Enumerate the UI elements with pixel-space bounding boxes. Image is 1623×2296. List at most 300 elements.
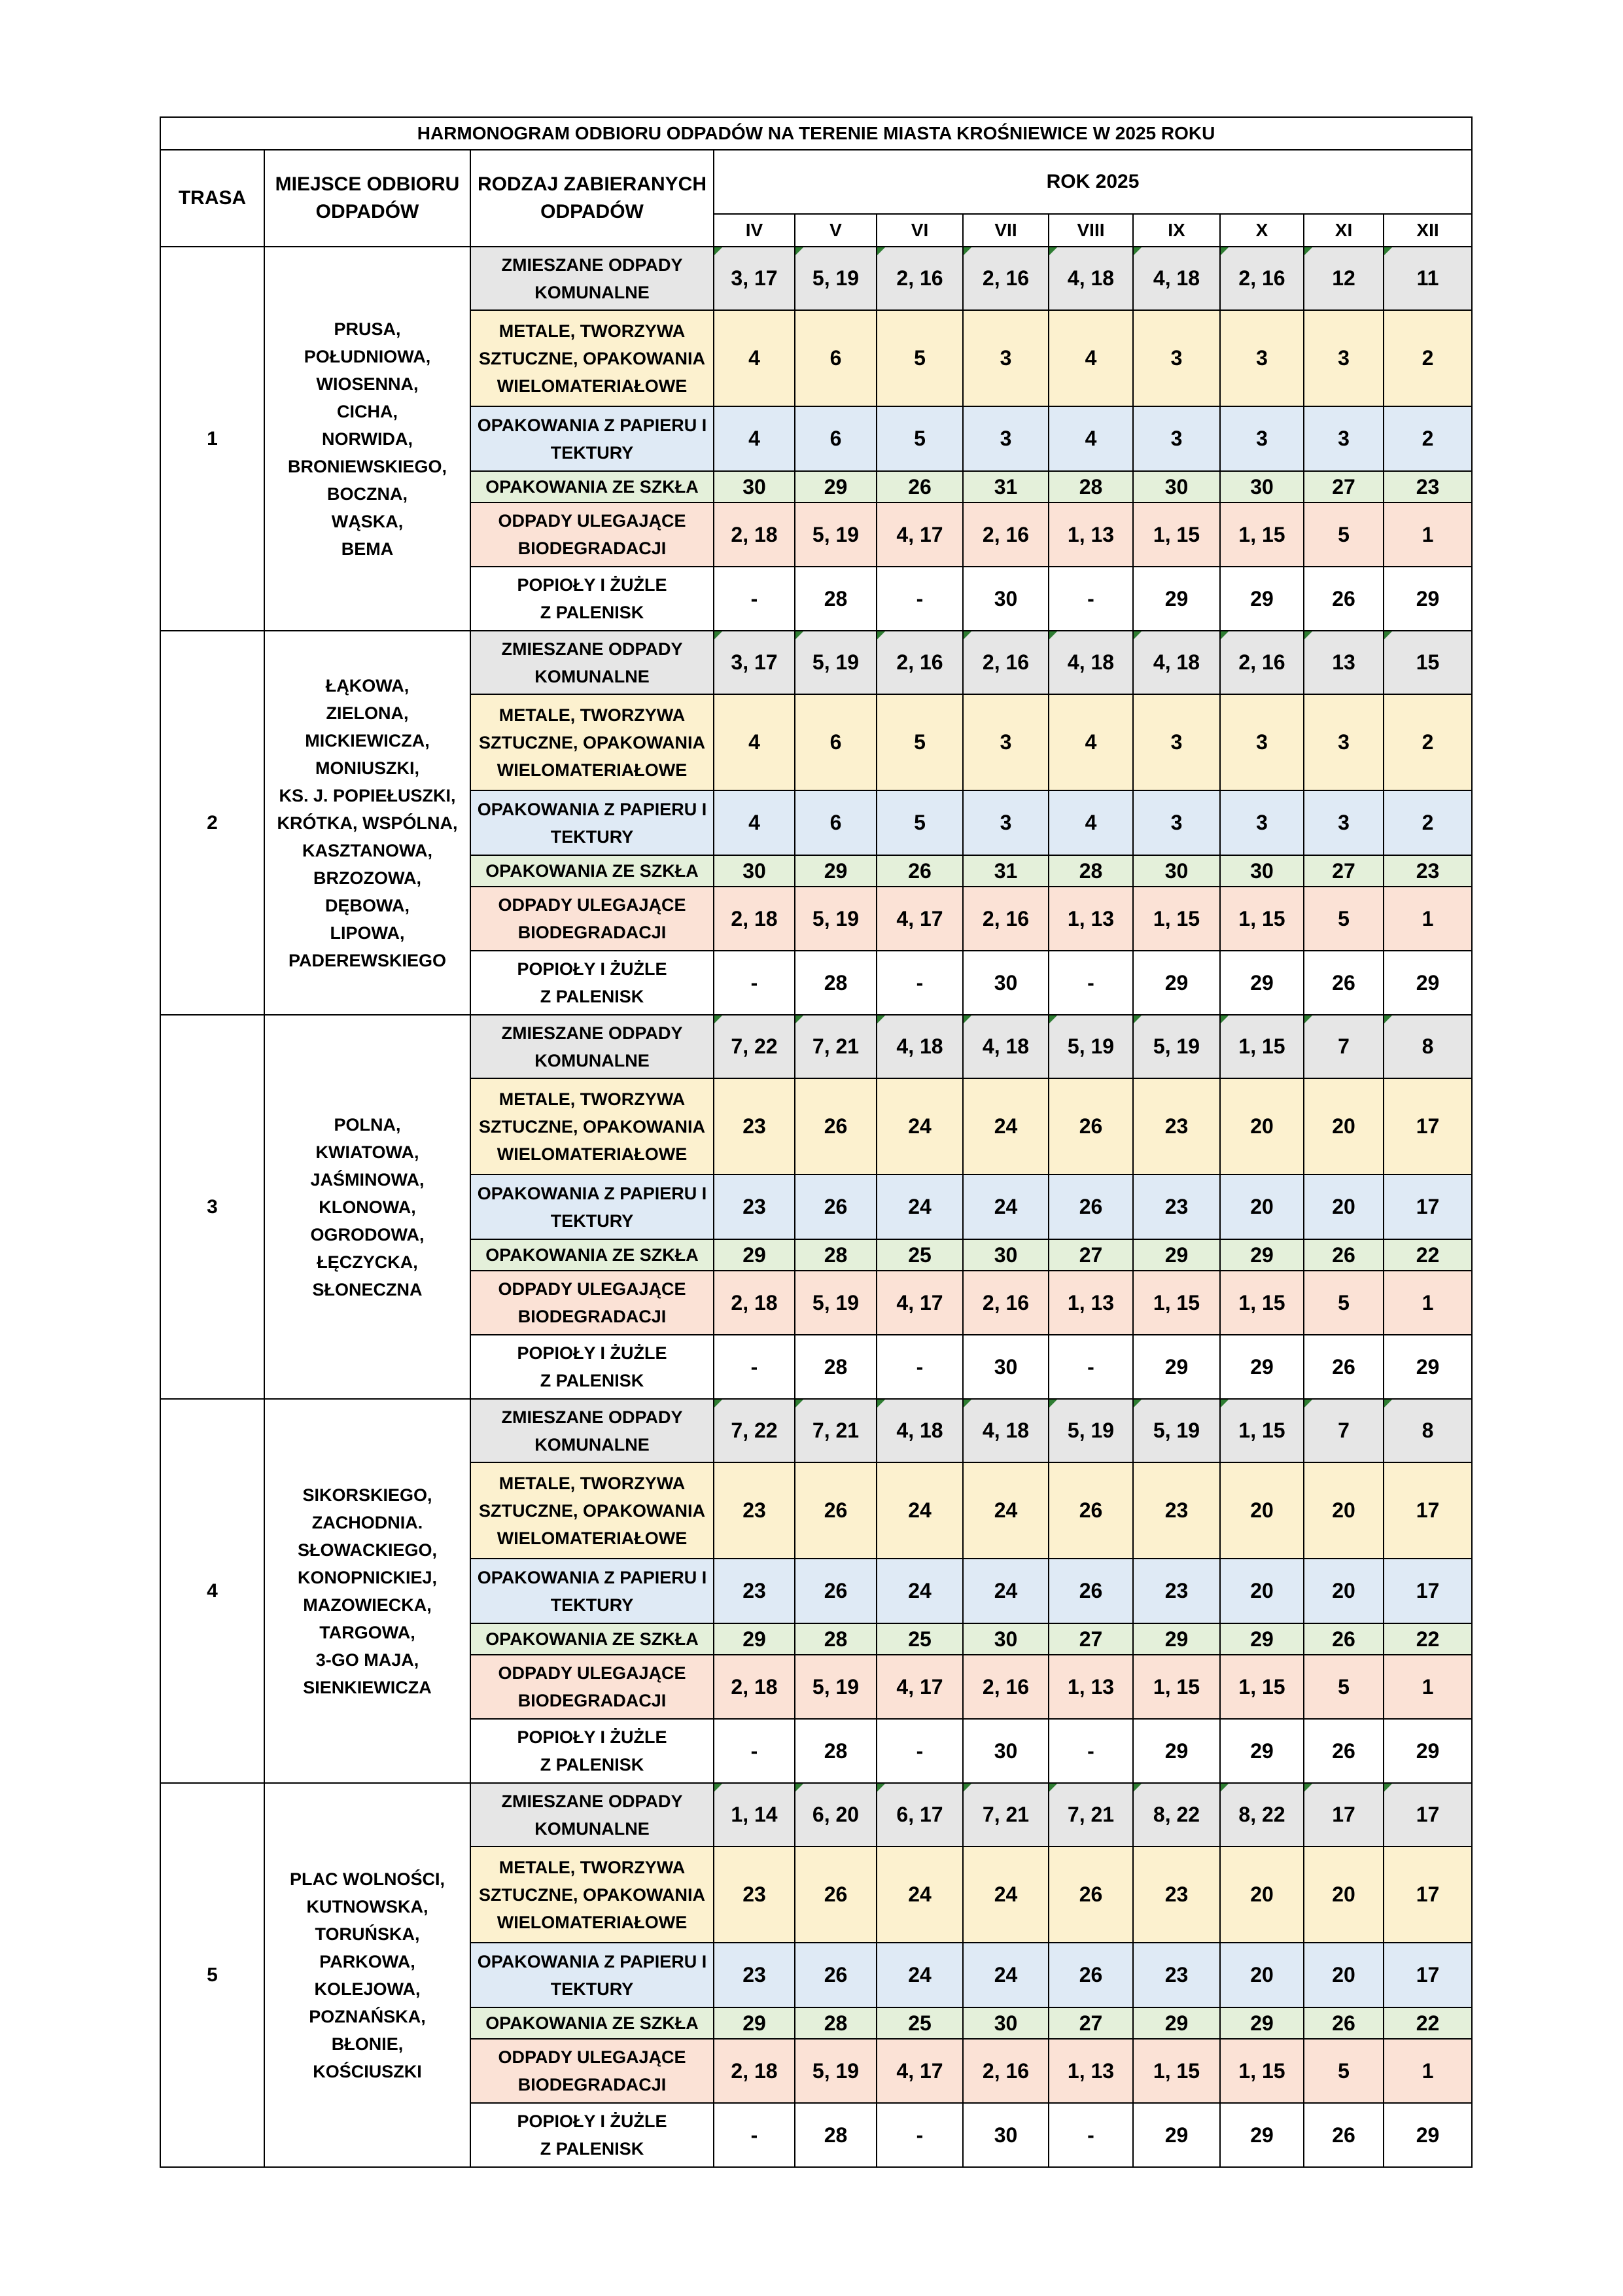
pickup-date-cell: 30	[963, 1335, 1049, 1399]
pickup-date-cell: 30	[714, 471, 795, 503]
pickup-date-cell: 29	[1384, 1719, 1472, 1783]
pickup-date-cell: 1, 15	[1220, 1015, 1304, 1078]
pickup-date-cell: -	[1049, 951, 1133, 1015]
pickup-date-cell: 4, 17	[877, 2039, 963, 2103]
pickup-date-cell: 28	[795, 1719, 877, 1783]
pickup-date-cell: 30	[963, 1719, 1049, 1783]
pickup-date-cell: 11	[1384, 247, 1472, 310]
route-number: 3	[160, 1015, 264, 1399]
waste-type-label: OPAKOWANIA ZE SZKŁA	[470, 1623, 714, 1655]
waste-type-label: ZMIESZANE ODPADY KOMUNALNE	[470, 631, 714, 694]
pickup-date-cell: 17	[1384, 1174, 1472, 1239]
pickup-date-cell: 3	[963, 406, 1049, 471]
pickup-date-cell: 29	[1133, 567, 1220, 631]
pickup-date-cell: 17	[1304, 1783, 1384, 1846]
pickup-date-cell: -	[877, 1719, 963, 1783]
pickup-date-cell: 6	[795, 310, 877, 406]
mixed-waste-row	[160, 1015, 1472, 1078]
pickup-date-cell: 5, 19	[1133, 1015, 1220, 1078]
pickup-date-cell: 25	[877, 1239, 963, 1271]
pickup-date-cell: 7	[1304, 1015, 1384, 1078]
pickup-date-cell: 30	[963, 1623, 1049, 1655]
pickup-date-cell: 23	[714, 1846, 795, 1943]
pickup-date-cell: 31	[963, 471, 1049, 503]
pickup-date-cell: 1, 15	[1133, 1655, 1220, 1719]
pickup-date-cell: 30	[963, 951, 1049, 1015]
pickup-date-cell: 3	[1220, 790, 1304, 855]
col-header-route: TRASA	[160, 150, 264, 247]
pickup-date-cell: 29	[1220, 2103, 1304, 2167]
pickup-date-cell: 26	[1304, 2007, 1384, 2039]
waste-type-label: METALE, TWORZYWA SZTUCZNE, OPAKOWANIA WIELOMATERIAŁOWE	[470, 1462, 714, 1559]
pickup-date-cell: 8	[1384, 1399, 1472, 1462]
pickup-date-cell: 29	[1133, 1719, 1220, 1783]
pickup-date-cell: 3	[1133, 406, 1220, 471]
mixed-waste-row	[160, 247, 1472, 310]
pickup-date-cell: 28	[795, 951, 877, 1015]
pickup-date-cell: 1, 15	[1220, 503, 1304, 567]
pickup-date-cell: 3	[1220, 694, 1304, 790]
waste-type-label: OPAKOWANIA ZE SZKŁA	[470, 855, 714, 887]
waste-type-label: ODPADY ULEGAJĄCE BIODEGRADACJI	[470, 503, 714, 567]
mixed-waste-row	[160, 1399, 1472, 1462]
col-header-waste-type: RODZAJ ZABIERANYCH ODPADÓW	[470, 150, 714, 247]
pickup-date-cell: 8, 22	[1133, 1783, 1220, 1846]
pickup-date-cell: 2, 16	[963, 1271, 1049, 1335]
pickup-date-cell: 27	[1049, 2007, 1133, 2039]
pickup-date-cell: 4, 17	[877, 503, 963, 567]
pickup-date-cell: 26	[795, 1943, 877, 2007]
pickup-date-cell: -	[877, 1335, 963, 1399]
waste-type-label: OPAKOWANIA ZE SZKŁA	[470, 1239, 714, 1271]
pickup-date-cell: 29	[714, 2007, 795, 2039]
pickup-date-cell: 3	[1220, 310, 1304, 406]
waste-type-label: OPAKOWANIA Z PAPIERU I TEKTURY	[470, 790, 714, 855]
pickup-date-cell: 1	[1384, 887, 1472, 951]
pickup-date-cell: 17	[1384, 1943, 1472, 2007]
pickup-date-cell: 20	[1220, 1078, 1304, 1174]
pickup-date-cell: 17	[1384, 1783, 1472, 1846]
pickup-date-cell: 4, 18	[877, 1015, 963, 1078]
pickup-date-cell: 3	[1220, 406, 1304, 471]
pickup-date-cell: 29	[1384, 1335, 1472, 1399]
pickup-date-cell: 1, 15	[1220, 2039, 1304, 2103]
waste-type-label: ZMIESZANE ODPADY KOMUNALNE	[470, 1399, 714, 1462]
pickup-date-cell: 2, 16	[963, 631, 1049, 694]
pickup-date-cell: 25	[877, 1623, 963, 1655]
pickup-date-cell: 2, 16	[963, 887, 1049, 951]
pickup-date-cell: 29	[714, 1239, 795, 1271]
pickup-date-cell: 26	[1049, 1462, 1133, 1559]
pickup-date-cell: 20	[1304, 1462, 1384, 1559]
pickup-date-cell: -	[714, 951, 795, 1015]
pickup-date-cell: 2, 16	[963, 1655, 1049, 1719]
pickup-date-cell: 5	[877, 790, 963, 855]
pickup-date-cell: 17	[1384, 1462, 1472, 1559]
pickup-date-cell: 2, 18	[714, 503, 795, 567]
pickup-date-cell: 4, 18	[963, 1399, 1049, 1462]
pickup-date-cell: 4, 18	[877, 1399, 963, 1462]
pickup-date-cell: 28	[795, 1623, 877, 1655]
pickup-date-cell: 5	[877, 694, 963, 790]
pickup-date-cell: 23	[1133, 1174, 1220, 1239]
pickup-date-cell: 4	[714, 310, 795, 406]
pickup-date-cell: 20	[1304, 1559, 1384, 1623]
pickup-date-cell: 4, 18	[963, 1015, 1049, 1078]
pickup-date-cell: 29	[1220, 2007, 1304, 2039]
waste-type-label: ODPADY ULEGAJĄCE BIODEGRADACJI	[470, 887, 714, 951]
month-header: IV	[714, 214, 795, 247]
pickup-date-cell: 3, 17	[714, 631, 795, 694]
pickup-date-cell: 24	[877, 1078, 963, 1174]
pickup-date-cell: 3, 17	[714, 247, 795, 310]
pickup-date-cell: 20	[1220, 1846, 1304, 1943]
pickup-date-cell: 30	[1133, 855, 1220, 887]
pickup-date-cell: 6	[795, 694, 877, 790]
waste-type-label: ODPADY ULEGAJĄCE BIODEGRADACJI	[470, 1271, 714, 1335]
pickup-date-cell: 29	[1133, 951, 1220, 1015]
pickup-date-cell: 6, 20	[795, 1783, 877, 1846]
pickup-date-cell: -	[877, 951, 963, 1015]
pickup-date-cell: 7, 21	[1049, 1783, 1133, 1846]
pickup-date-cell: -	[714, 1719, 795, 1783]
pickup-date-cell: 24	[877, 1174, 963, 1239]
month-header: VI	[877, 214, 963, 247]
pickup-date-cell: 29	[1220, 567, 1304, 631]
pickup-date-cell: 23	[714, 1943, 795, 2007]
pickup-date-cell: 30	[1133, 471, 1220, 503]
pickup-date-cell: 28	[795, 2103, 877, 2167]
pickup-date-cell: 28	[1049, 471, 1133, 503]
route-streets: SIKORSKIEGO, ZACHODNIA. SŁOWACKIEGO, KONOPNICKIEJ, MAZOWIECKA, TARGOWA, 3-GO MAJA, SIENKIEWICZA	[264, 1399, 470, 1783]
month-header: IX	[1133, 214, 1220, 247]
pickup-date-cell: 29	[1133, 1623, 1220, 1655]
pickup-date-cell: -	[877, 567, 963, 631]
pickup-date-cell: 24	[963, 1943, 1049, 2007]
pickup-date-cell: 5	[1304, 887, 1384, 951]
pickup-date-cell: 29	[795, 471, 877, 503]
pickup-date-cell: 1, 13	[1049, 2039, 1133, 2103]
pickup-date-cell: 26	[1304, 951, 1384, 1015]
month-header: VII	[963, 214, 1049, 247]
pickup-date-cell: 5, 19	[795, 1271, 877, 1335]
pickup-date-cell: 1, 15	[1133, 2039, 1220, 2103]
waste-type-label: POPIOŁY I ŻUŻLE Z PALENISK	[470, 567, 714, 631]
pickup-date-cell: 26	[1304, 1239, 1384, 1271]
pickup-date-cell: 5	[1304, 1655, 1384, 1719]
pickup-date-cell: 2, 16	[963, 2039, 1049, 2103]
pickup-date-cell: 26	[1304, 1335, 1384, 1399]
pickup-date-cell: -	[714, 2103, 795, 2167]
pickup-date-cell: 29	[1220, 1335, 1304, 1399]
month-header: XI	[1304, 214, 1384, 247]
pickup-date-cell: 27	[1304, 471, 1384, 503]
pickup-date-cell: 4	[1049, 406, 1133, 471]
month-header: V	[795, 214, 877, 247]
waste-type-label: POPIOŁY I ŻUŻLE Z PALENISK	[470, 2103, 714, 2167]
pickup-date-cell: 1, 15	[1220, 887, 1304, 951]
pickup-date-cell: 3	[963, 310, 1049, 406]
pickup-date-cell: 24	[963, 1462, 1049, 1559]
pickup-date-cell: 1, 15	[1220, 1399, 1304, 1462]
pickup-date-cell: 3	[1133, 310, 1220, 406]
pickup-date-cell: 2, 16	[1220, 631, 1304, 694]
route-number: 2	[160, 631, 264, 1015]
pickup-date-cell: 23	[1384, 471, 1472, 503]
pickup-date-cell: 17	[1384, 1559, 1472, 1623]
pickup-date-cell: 29	[1133, 1335, 1220, 1399]
pickup-date-cell: 5, 19	[1049, 1399, 1133, 1462]
pickup-date-cell: 1, 13	[1049, 1655, 1133, 1719]
pickup-date-cell: 12	[1304, 247, 1384, 310]
pickup-date-cell: 28	[1049, 855, 1133, 887]
pickup-date-cell: 4	[714, 694, 795, 790]
pickup-date-cell: 24	[877, 1559, 963, 1623]
pickup-date-cell: 2, 16	[1220, 247, 1304, 310]
route-streets: POLNA, KWIATOWA, JAŚMINOWA, KLONOWA, OGRODOWA, ŁĘCZYCKA, SŁONECZNA	[264, 1015, 470, 1399]
pickup-date-cell: 27	[1049, 1623, 1133, 1655]
pickup-date-cell: 20	[1220, 1174, 1304, 1239]
pickup-date-cell: 4, 18	[1133, 631, 1220, 694]
pickup-date-cell: 6, 17	[877, 1783, 963, 1846]
pickup-date-cell: 30	[1220, 471, 1304, 503]
waste-type-label: ZMIESZANE ODPADY KOMUNALNE	[470, 1783, 714, 1846]
pickup-date-cell: 7, 22	[714, 1399, 795, 1462]
pickup-date-cell: 24	[877, 1846, 963, 1943]
pickup-date-cell: 1, 13	[1049, 503, 1133, 567]
pickup-date-cell: -	[1049, 1335, 1133, 1399]
pickup-date-cell: 23	[714, 1559, 795, 1623]
pickup-date-cell: 3	[1304, 790, 1384, 855]
pickup-date-cell: 30	[963, 2007, 1049, 2039]
pickup-date-cell: 24	[963, 1846, 1049, 1943]
pickup-date-cell: 20	[1304, 1943, 1384, 2007]
pickup-date-cell: 7, 22	[714, 1015, 795, 1078]
pickup-date-cell: 3	[963, 790, 1049, 855]
pickup-date-cell: 26	[1049, 1078, 1133, 1174]
pickup-date-cell: 1, 14	[714, 1783, 795, 1846]
pickup-date-cell: 4	[1049, 310, 1133, 406]
pickup-date-cell: 2, 16	[963, 503, 1049, 567]
waste-type-label: POPIOŁY I ŻUŻLE Z PALENISK	[470, 1719, 714, 1783]
route-number: 5	[160, 1783, 264, 2167]
pickup-date-cell: 29	[1220, 1623, 1304, 1655]
pickup-date-cell: 13	[1304, 631, 1384, 694]
pickup-date-cell: 26	[1304, 1623, 1384, 1655]
pickup-date-cell: 20	[1304, 1174, 1384, 1239]
pickup-date-cell: 5	[1304, 503, 1384, 567]
pickup-date-cell: 5, 19	[795, 631, 877, 694]
pickup-date-cell: 1, 15	[1133, 503, 1220, 567]
route-streets: PLAC WOLNOŚCI, KUTNOWSKA, TORUŃSKA, PARKOWA, KOLEJOWA, POZNAŃSKA, BŁONIE, KOŚCIUSZKI	[264, 1783, 470, 2167]
waste-type-label: ZMIESZANE ODPADY KOMUNALNE	[470, 1015, 714, 1078]
pickup-date-cell: 4	[1049, 694, 1133, 790]
pickup-date-cell: 2, 16	[963, 247, 1049, 310]
pickup-date-cell: -	[714, 1335, 795, 1399]
pickup-date-cell: 5, 19	[1049, 1015, 1133, 1078]
pickup-date-cell: 26	[795, 1846, 877, 1943]
pickup-date-cell: 23	[714, 1174, 795, 1239]
pickup-date-cell: 26	[795, 1462, 877, 1559]
pickup-date-cell: 2	[1384, 406, 1472, 471]
pickup-date-cell: 1, 15	[1133, 887, 1220, 951]
pickup-date-cell: 23	[714, 1078, 795, 1174]
month-header: X	[1220, 214, 1304, 247]
pickup-date-cell: 5	[877, 310, 963, 406]
waste-type-label: OPAKOWANIA Z PAPIERU I TEKTURY	[470, 1559, 714, 1623]
pickup-date-cell: 1	[1384, 1655, 1472, 1719]
pickup-date-cell: 1, 15	[1220, 1271, 1304, 1335]
mixed-waste-row	[160, 1783, 1472, 1846]
pickup-date-cell: 29	[1220, 1239, 1304, 1271]
pickup-date-cell: 29	[1220, 951, 1304, 1015]
pickup-date-cell: 15	[1384, 631, 1472, 694]
pickup-date-cell: 2, 18	[714, 2039, 795, 2103]
waste-type-label: POPIOŁY I ŻUŻLE Z PALENISK	[470, 1335, 714, 1399]
col-header-place: MIEJSCE ODBIORU ODPADÓW	[264, 150, 470, 247]
pickup-date-cell: 4	[714, 790, 795, 855]
pickup-date-cell: 24	[963, 1559, 1049, 1623]
pickup-date-cell: 30	[963, 2103, 1049, 2167]
pickup-date-cell: 3	[1304, 310, 1384, 406]
pickup-date-cell: 22	[1384, 2007, 1472, 2039]
pickup-date-cell: 29	[795, 855, 877, 887]
waste-type-label: METALE, TWORZYWA SZTUCZNE, OPAKOWANIA WIELOMATERIAŁOWE	[470, 694, 714, 790]
pickup-date-cell: 22	[1384, 1239, 1472, 1271]
waste-type-label: METALE, TWORZYWA SZTUCZNE, OPAKOWANIA WIELOMATERIAŁOWE	[470, 1078, 714, 1174]
pickup-date-cell: 2, 18	[714, 1271, 795, 1335]
pickup-date-cell: 20	[1220, 1559, 1304, 1623]
pickup-date-cell: 24	[877, 1462, 963, 1559]
pickup-date-cell: 30	[963, 1239, 1049, 1271]
waste-type-label: ODPADY ULEGAJĄCE BIODEGRADACJI	[470, 2039, 714, 2103]
pickup-date-cell: 20	[1220, 1943, 1304, 2007]
waste-type-label: OPAKOWANIA ZE SZKŁA	[470, 471, 714, 503]
waste-type-label: ODPADY ULEGAJĄCE BIODEGRADACJI	[470, 1655, 714, 1719]
route-number: 1	[160, 247, 264, 631]
pickup-date-cell: 26	[1304, 567, 1384, 631]
pickup-date-cell: 1, 15	[1133, 1271, 1220, 1335]
pickup-date-cell: 29	[1220, 1719, 1304, 1783]
pickup-date-cell: 4	[714, 406, 795, 471]
waste-type-label: ZMIESZANE ODPADY KOMUNALNE	[470, 247, 714, 310]
pickup-date-cell: 5	[1304, 2039, 1384, 2103]
pickup-date-cell: 23	[1133, 1078, 1220, 1174]
pickup-date-cell: 2, 16	[877, 631, 963, 694]
pickup-date-cell: 2	[1384, 694, 1472, 790]
pickup-date-cell: 8, 22	[1220, 1783, 1304, 1846]
pickup-date-cell: 1, 13	[1049, 887, 1133, 951]
pickup-date-cell: 3	[963, 694, 1049, 790]
schedule-table	[160, 116, 1473, 2168]
pickup-date-cell: 28	[795, 2007, 877, 2039]
pickup-date-cell: 4, 18	[1133, 247, 1220, 310]
pickup-date-cell: 7, 21	[795, 1015, 877, 1078]
pickup-date-cell: 17	[1384, 1078, 1472, 1174]
pickup-date-cell: 26	[1304, 1719, 1384, 1783]
pickup-date-cell: 29	[1133, 2103, 1220, 2167]
pickup-date-cell: 28	[795, 567, 877, 631]
pickup-date-cell: 29	[1384, 2103, 1472, 2167]
waste-type-label: METALE, TWORZYWA SZTUCZNE, OPAKOWANIA WIELOMATERIAŁOWE	[470, 1846, 714, 1943]
pickup-date-cell: 2	[1384, 790, 1472, 855]
pickup-date-cell: 20	[1304, 1846, 1384, 1943]
pickup-date-cell: 1	[1384, 503, 1472, 567]
pickup-date-cell: 1	[1384, 2039, 1472, 2103]
pickup-date-cell: -	[714, 567, 795, 631]
pickup-date-cell: 28	[795, 1335, 877, 1399]
pickup-date-cell: 23	[714, 1462, 795, 1559]
route-streets: ŁĄKOWA, ZIELONA, MICKIEWICZA, MONIUSZKI, KS. J. POPIEŁUSZKI, KRÓTKA, WSPÓLNA, KASZTANOWA, BRZOZOWA, DĘBOWA, LIPOWA, PADEREWSKIEGO	[264, 631, 470, 1015]
pickup-date-cell: 29	[1384, 567, 1472, 631]
waste-type-label: OPAKOWANIA ZE SZKŁA	[470, 2007, 714, 2039]
pickup-date-cell: 23	[1133, 1846, 1220, 1943]
pickup-date-cell: 5	[877, 406, 963, 471]
pickup-date-cell: 1, 15	[1220, 1655, 1304, 1719]
pickup-date-cell: 26	[1304, 2103, 1384, 2167]
pickup-date-cell: 4, 18	[1049, 247, 1133, 310]
pickup-date-cell: 5, 19	[795, 2039, 877, 2103]
pickup-date-cell: 24	[877, 1943, 963, 2007]
pickup-date-cell: 26	[877, 855, 963, 887]
pickup-date-cell: 1, 13	[1049, 1271, 1133, 1335]
waste-type-label: OPAKOWANIA Z PAPIERU I TEKTURY	[470, 406, 714, 471]
pickup-date-cell: 26	[795, 1078, 877, 1174]
pickup-date-cell: 20	[1304, 1078, 1384, 1174]
pickup-date-cell: 5, 19	[1133, 1399, 1220, 1462]
waste-type-label: POPIOŁY I ŻUŻLE Z PALENISK	[470, 951, 714, 1015]
month-header: VIII	[1049, 214, 1133, 247]
pickup-date-cell: 23	[1384, 855, 1472, 887]
mixed-waste-row	[160, 631, 1472, 694]
pickup-date-cell: 26	[1049, 1943, 1133, 2007]
pickup-date-cell: -	[1049, 1719, 1133, 1783]
month-header: XII	[1384, 214, 1472, 247]
pickup-date-cell: 25	[877, 2007, 963, 2039]
pickup-date-cell: 5, 19	[795, 503, 877, 567]
page-title: HARMONOGRAM ODBIORU ODPADÓW NA TERENIE MIASTA KROŚNIEWICE W 2025 ROKU	[160, 117, 1472, 150]
pickup-date-cell: 29	[1133, 1239, 1220, 1271]
pickup-date-cell: -	[877, 2103, 963, 2167]
route-streets: PRUSA, POŁUDNIOWA, WIOSENNA, CICHA, NORWIDA, BRONIEWSKIEGO, BOCZNA, WĄSKA, BEMA	[264, 247, 470, 631]
pickup-date-cell: 4, 17	[877, 1655, 963, 1719]
pickup-date-cell: 26	[877, 471, 963, 503]
pickup-date-cell: 24	[963, 1174, 1049, 1239]
pickup-date-cell: 22	[1384, 1623, 1472, 1655]
pickup-date-cell: 17	[1384, 1846, 1472, 1943]
col-header-year: ROK 2025	[714, 150, 1472, 214]
pickup-date-cell: 4	[1049, 790, 1133, 855]
pickup-date-cell: 7	[1304, 1399, 1384, 1462]
pickup-date-cell: 4, 17	[877, 887, 963, 951]
pickup-date-cell: 29	[1384, 951, 1472, 1015]
pickup-date-cell: 6	[795, 790, 877, 855]
pickup-date-cell: 31	[963, 855, 1049, 887]
pickup-date-cell: 30	[1220, 855, 1304, 887]
pickup-date-cell: 3	[1133, 790, 1220, 855]
pickup-date-cell: 3	[1133, 694, 1220, 790]
pickup-date-cell: 23	[1133, 1462, 1220, 1559]
waste-type-label: OPAKOWANIA Z PAPIERU I TEKTURY	[470, 1174, 714, 1239]
waste-type-label: OPAKOWANIA Z PAPIERU I TEKTURY	[470, 1943, 714, 2007]
pickup-date-cell: 2, 18	[714, 1655, 795, 1719]
pickup-date-cell: -	[1049, 567, 1133, 631]
pickup-date-cell: 26	[1049, 1174, 1133, 1239]
pickup-date-cell: 23	[1133, 1943, 1220, 2007]
pickup-date-cell: 24	[963, 1078, 1049, 1174]
pickup-date-cell: 20	[1220, 1462, 1304, 1559]
pickup-date-cell: -	[1049, 2103, 1133, 2167]
